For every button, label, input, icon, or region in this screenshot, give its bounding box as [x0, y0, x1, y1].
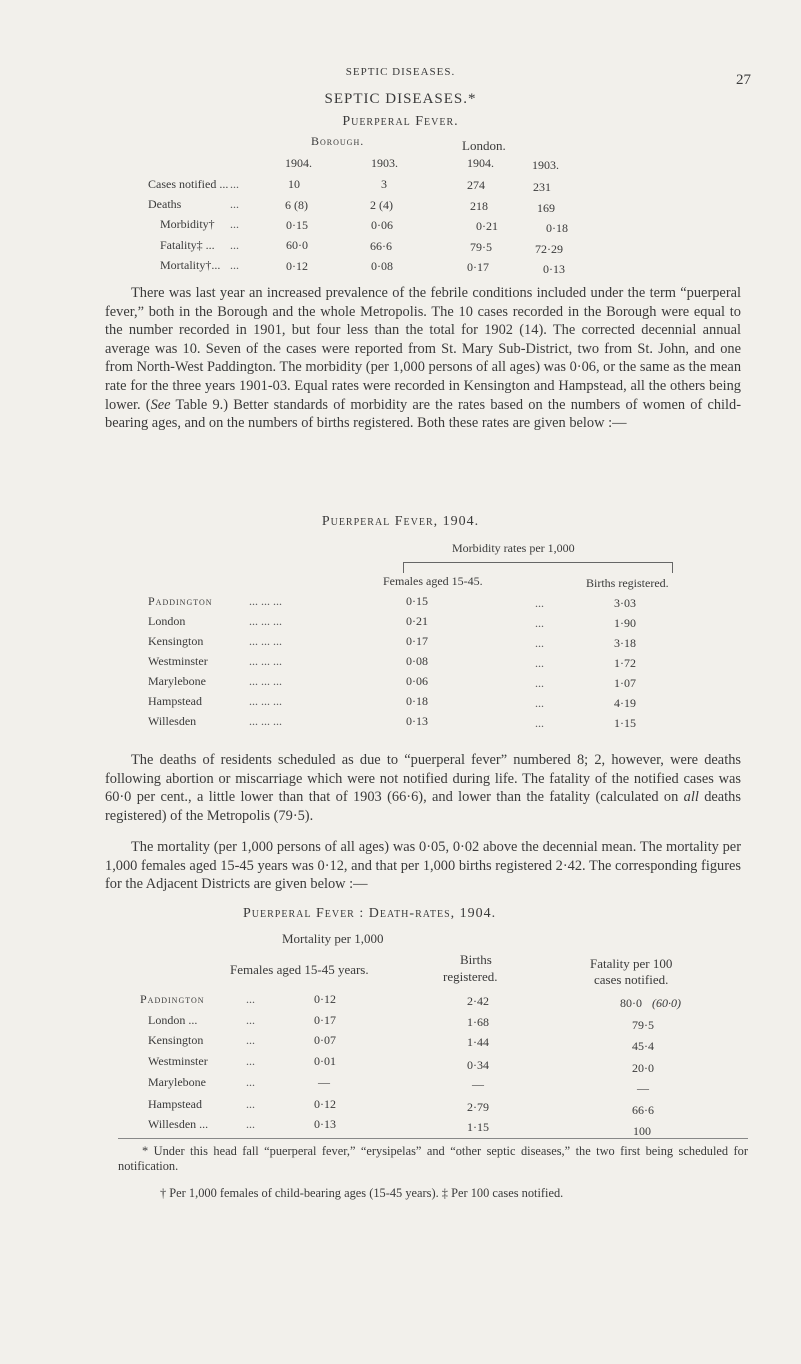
table2-cell: 1·90: [614, 616, 636, 630]
table3-cell: 100: [633, 1124, 651, 1138]
table1-cell: 274: [467, 178, 485, 192]
table3-col-fatality-a: Fatality per 100: [590, 956, 673, 971]
table1-cell: 0·08: [371, 259, 393, 273]
paragraph-text: There was last year an increased prevalence of the febrile conditions included under the term “puerperal fever,” both in the Borough and the whole Metropolis. The 10 cases recorded in the Borough were equal to the number recorded in 1901, but four less than the total for 1902 (14). The corrected decennial annual average was 10. Seven of the cases were reported from St. Mary Sub-District, two from St. John, and one from North-West Paddington. The morbidity (per 1,000 persons of all ages) was 0·06, or the same as the mean rate for the three years 1901-03. Equal rates were recorded in Kensington and Hampstead, all the others being lower.: [105, 285, 742, 413]
table3-cell: 1·68: [467, 1015, 489, 1029]
table2-row-dots: ... ... ...: [249, 714, 282, 728]
table2-cell: 0·18: [406, 694, 428, 708]
table3-cell: 79·5: [632, 1018, 654, 1032]
table3-cell: 1·44: [467, 1035, 489, 1049]
table1-row-label: Deaths: [148, 197, 182, 211]
table1-row-dots: ...: [230, 238, 239, 252]
table3-row-dots: ...: [246, 1013, 255, 1027]
table2-row-dots: ... ... ...: [249, 614, 282, 628]
table2-cell: 1·07: [614, 676, 636, 690]
table3-row-label: Hampstead: [148, 1097, 202, 1111]
table3-cell: 0·34: [467, 1058, 489, 1072]
paragraph-all: all: [683, 789, 699, 806]
table1-year: 1903.: [371, 156, 398, 170]
table2-heading: Puerperal Fever, 1904.: [321, 514, 480, 529]
table1-row-label: Cases notified ...: [148, 177, 229, 191]
table1-cell: 3: [381, 177, 387, 191]
paragraph-deaths: [105, 751, 741, 825]
table1-group-london: London.: [462, 138, 506, 153]
table2-cell: 3·18: [614, 636, 636, 650]
table1-cell: 79·5: [470, 240, 492, 254]
table2-row-dots: ...: [535, 716, 544, 730]
table2-cell: 0·08: [406, 654, 428, 668]
paragraph-text: deaths registered) of the Metropolis (79·5).: [105, 789, 741, 824]
table1-cell: 0·06: [371, 218, 393, 232]
table1-year: 1903.: [532, 158, 559, 172]
page-number: 27: [736, 72, 751, 88]
table1-cell: 0·12: [286, 259, 308, 273]
table3-row-dots: ...: [246, 992, 255, 1006]
table3-col-females: Females aged 15-45 years.: [230, 962, 369, 977]
table3-col-births-b: registered.: [443, 969, 498, 984]
table2-cell: 0·17: [406, 634, 428, 648]
table3-row-dots: ...: [246, 1117, 255, 1131]
table1-cell: 66·6: [370, 239, 392, 253]
paragraph-text: The deaths of residents scheduled as due to “puerperal fever” numbered 8; 2, however, were deaths following abortion or miscarriage which were not notified during life. The fatality of the notified cases was 60·0 per cent., a little lower than that of 1903 (66·6), and lower than the fatality (calculated on: [105, 752, 741, 806]
table3-cell: 0·12: [314, 992, 336, 1006]
table3-col-fatality-b: cases notified.: [594, 972, 669, 987]
table1-row-dots: ...: [230, 217, 239, 231]
table3-row-label: Kensington: [148, 1033, 204, 1047]
table3-col-births-a: Births: [460, 952, 492, 967]
table2-cell: 0·06: [406, 674, 428, 688]
table2-row-dots: ...: [535, 696, 544, 710]
table2-brace: [403, 562, 673, 573]
table2-row-label: Willesden: [148, 714, 197, 728]
table3-row-dots: ...: [246, 1054, 255, 1068]
table3-row-label: Westminster: [148, 1054, 208, 1068]
table2-row-dots: ... ... ...: [249, 694, 282, 708]
footnote-asterisk: * Under this head fall “puerperal fever,” “erysipelas” and “other septic diseases,” the two first being scheduled for notification.: [118, 1144, 748, 1173]
table3-cell: 1·15: [467, 1120, 489, 1134]
table3-row-label: Paddington: [140, 992, 205, 1006]
table1-cell: 0·21: [476, 219, 498, 233]
table3-cell: —: [637, 1081, 649, 1095]
paragraph-puerperal-prevalence: There was last year an increased prevalence of the febrile conditions included under the term “puerperal fever,” both in the Borough and the whole Metropolis. The 10 cases recorded in the Borough were equal to the number recorded in 1901, but four less than the total for 1902 (14). The corrected decennial annual average was 10. Seven of the cases were reported from St. Mary Sub-District, two from St. John, and one from North-West Paddington. The morbidity (per 1,000 persons of all ages) was 0·06, or the same as the mean rate for the three years 1901-03. Equal rates were recorded in Kensington and Hampstead, all the others being lower. (See Table 9.) Better standards of morbidity are the rates based on the numbers of women of child-bearing ages, and on the numbers of births registered. Both these rates are given below :—: [105, 285, 742, 432]
table1-cell: 72·29: [535, 242, 563, 256]
table2-row-label: Kensington: [148, 634, 204, 648]
table1-cell: 2 (4): [370, 198, 393, 212]
table1-cell: 10: [288, 177, 300, 191]
table2-row-dots: ... ... ...: [249, 674, 282, 688]
table1-row-label: Mortality†...: [160, 258, 221, 272]
table1-group-borough: Borough.: [311, 134, 365, 148]
table2-row-dots: ... ... ...: [249, 594, 282, 608]
table3-row-label: Willesden ...: [148, 1117, 209, 1131]
table3-row-dots: ...: [246, 1033, 255, 1047]
table3-cell: 2·42: [467, 994, 489, 1008]
table2-col-births: Births registered.: [586, 576, 669, 590]
table2-row-label: Marylebone: [148, 674, 206, 688]
table1-cell: 60·0: [286, 238, 308, 252]
table1-cell: 218: [470, 199, 488, 213]
table1-cell: 6 (8): [285, 198, 308, 212]
table3-group-heading: Mortality per 1,000: [282, 931, 384, 946]
table2-row-dots: ...: [535, 676, 544, 690]
table2-cell: 3·03: [614, 596, 636, 610]
table2-row-dots: ... ... ...: [249, 654, 282, 668]
table1-row-label: Fatality‡ ...: [160, 238, 215, 252]
table3-cell: 2·79: [467, 1100, 489, 1114]
table2-col-females: Females aged 15-45.: [383, 574, 483, 588]
table1-cell: 0·18: [546, 221, 568, 235]
table3-cell: —: [472, 1077, 484, 1091]
table3-cell: 45·4: [632, 1039, 654, 1053]
table2-row-dots: ...: [535, 616, 544, 630]
table1-cell: 0·15: [286, 218, 308, 232]
table1-cell: 0·13: [543, 262, 565, 276]
table3-cell: 20·0: [632, 1061, 654, 1075]
paragraph-text: The mortality (per 1,000 persons of all ages) was 0·05, 0·02 above the decennial mean. The mortality per 1,000 females aged 15-45 years was 0·12, and that per 1,000 births registered 2·42. The corresponding figures for the Adjacent Districts are given below :—: [105, 839, 741, 893]
running-head: SEPTIC DISEASES.: [345, 66, 456, 78]
table3-cell: 80·0: [620, 996, 642, 1010]
table1-row-label: Morbidity†: [160, 217, 215, 231]
table2-cell: 1·15: [614, 716, 636, 730]
table2-group-heading: Morbidity rates per 1,000: [452, 541, 575, 555]
table3-cell: 0·12: [314, 1097, 336, 1111]
table1-row-dots: ...: [230, 258, 239, 272]
table2-row-label: Paddington: [148, 594, 213, 608]
table3-row-dots: ...: [246, 1075, 255, 1089]
table2-cell: 4·19: [614, 696, 636, 710]
table3-row-label: Marylebone: [148, 1075, 206, 1089]
paragraph-see: See: [150, 396, 171, 413]
table1-row-dots: ...: [230, 177, 239, 191]
table3-row-label: London ...: [148, 1013, 198, 1027]
table1-cell: 0·17: [467, 260, 489, 274]
table2-row-label: Hampstead: [148, 694, 202, 708]
table2-row-dots: ...: [535, 636, 544, 650]
footnote-dagger: † Per 1,000 females of child-bearing ages (15-45 years). ‡ Per 100 cases notified.: [160, 1186, 564, 1200]
table1-year: 1904.: [467, 156, 494, 170]
paragraph-text: Table 9.) Better standards of morbidity are the rates based on the numbers of women of child-bearing ages, and on the numbers of births registered. Both these rates are given below :—: [105, 396, 742, 432]
table1-cell: 169: [537, 201, 555, 215]
table3-cell: —: [318, 1075, 330, 1089]
table3-cell-note: (60·0): [652, 996, 681, 1010]
table1-row-dots: ...: [230, 197, 239, 211]
table3-cell: 66·6: [632, 1103, 654, 1117]
table2-row-dots: ...: [535, 656, 544, 670]
table2-row-label: London: [148, 614, 186, 628]
table2-row-dots: ...: [535, 596, 544, 610]
paragraph-mortality: [105, 838, 741, 894]
table1-cell: 231: [533, 180, 551, 194]
footnote-rule: [118, 1138, 748, 1139]
table2-cell: 0·13: [406, 714, 428, 728]
table1-heading: Puerperal Fever.: [342, 114, 459, 129]
table3-cell: 0·17: [314, 1013, 336, 1027]
table3-cell: 0·01: [314, 1054, 336, 1068]
table2-cell: 0·15: [406, 594, 428, 608]
table3-cell: 0·07: [314, 1033, 336, 1047]
page-title: SEPTIC DISEASES.*: [324, 91, 477, 107]
table2-cell: 0·21: [406, 614, 428, 628]
table2-cell: 1·72: [614, 656, 636, 670]
table2-row-dots: ... ... ...: [249, 634, 282, 648]
table3-row-dots: ...: [246, 1097, 255, 1111]
table2-row-label: Westminster: [148, 654, 208, 668]
table3-heading: Puerperal Fever : Death-rates, 1904.: [243, 906, 497, 921]
table1-year: 1904.: [285, 156, 312, 170]
table3-cell: 0·13: [314, 1117, 336, 1131]
